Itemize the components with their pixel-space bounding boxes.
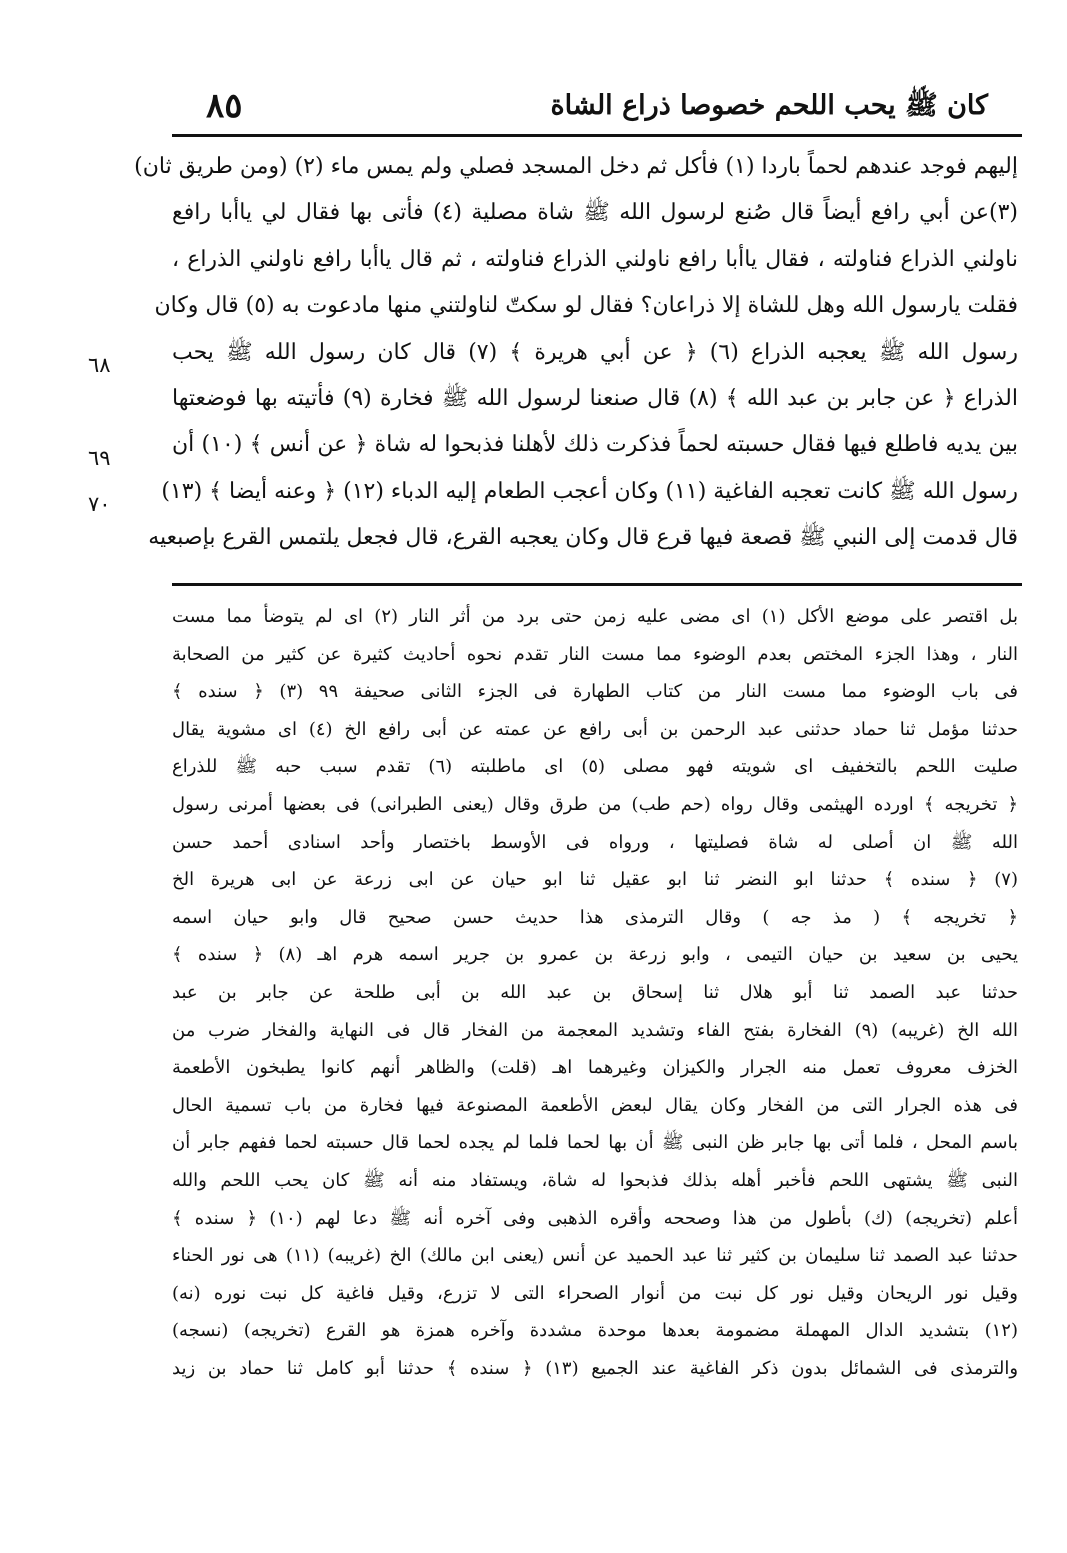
footnote-line: (٧) ﴿ سنده ﴾ حدثنا ابو النضر ثنا ابو عقيل ثنا ابو حيان عن ابى زرعة عن ابى هريرة الخ <box>172 869 1018 891</box>
main-text-line: ناولني الذراع فناولته ، فقال ياأبا رافع ناولني الذراع فناولته ، ثم قال ياأبا رافع ناولني الذراع ، <box>172 246 1018 272</box>
footnotes-divider <box>172 583 1022 586</box>
main-text-line: فقلت يارسول الله وهل للشاة إلا ذراعان؟ فقال لو سكتّ لناولتني منها مادعوت به (٥) قال وكان <box>154 293 1018 319</box>
footnote-line: وقيل نور الريحان وقيل نور كل نبت من أنوار الصحراء التى لا تزرع، وقيل فاغية كل نبت نوره (نه) <box>172 1282 1018 1304</box>
footnote-line: الله الخ (غريبه) (٩) الفخارة بفتح الفاء وتشديد المعجمة من الفخار قال فى النهاية والفخار ضرب من <box>172 1019 1018 1041</box>
footnote-line: والترمذى فى الشمائل بدون ذكر الفاغية عند الجميع (١٣) ﴿ سنده ﴾ حدثنا أبو كامل ثنا حماد بن زيد <box>172 1357 1019 1379</box>
main-text-line: إليهم فوجد عندهم لحماً باردا (١) فأكل ثم دخل المسجد فصلي ولم يمس ماء (٢) (ومن طريق ثان) <box>134 154 1018 179</box>
main-text-line: الذراع ﴿ عن جابر بن عبد الله ﴾ (٨) قال صنعنا لرسول الله ﷺ فخارة (٩) فأتيته بها فوضعتها <box>172 385 1018 411</box>
margin-number: ٦٨ <box>88 353 111 377</box>
footnote-line: فى باب الوضوء مما مست النار من كتاب الطهارة فى الجزء الثانى صحيفة ٩٩ (٣) ﴿ سنده ﴾ <box>172 681 1018 703</box>
margin-number: ٦٩ <box>88 446 111 470</box>
main-text <box>134 144 1018 562</box>
footnote-line: ﴿ تخريجه ﴾ ( مذ جه ) وقال الترمذى هذا حديث حسن صحيح قال وابو حيان اسمه <box>172 906 1018 928</box>
footnote-line: النار ، وهذا الجزء المختص بعدم الوضوء مما مست النار تقدم نحوه أحاديث كثيرة عن كثير من الصحابة <box>172 643 1018 665</box>
main-text-line: قال قدمت إلى النبي ﷺ قصعة فيها قرع قال وكان يعجبه القرع، قال فجعل يلتمس القرع بإصبعيه <box>148 525 1018 551</box>
footnote-line: حدثنا مؤمل ثنا حماد حدثنى عبد الرحمن بن أبى رافع عن عمته عن أبى رافع الخ (٤) اى مشوية يقال <box>172 718 1018 740</box>
header-rule <box>172 134 1022 137</box>
main-text-line: بين يديه فاطلع فيها فقال حسبته لحماً فذكرت ذلك لأهلنا فذبحوا له شاة ﴿ عن أنس ﴾ (١٠) أن <box>172 432 1018 458</box>
main-text-line: رسول الله ﷺ كانت تعجبه الفاغية (١١) وكان أعجب الطعام إليه الدباء (١٢) ﴿ وعنه أيضا ﴾ (١٣) <box>161 478 1018 504</box>
footnote-line: حدثنا عبد الصمد ثنا أبو هلال ثنا إسحاق بن عبد الله بن أبى طلحة عن جابر بن عبد <box>172 981 1018 1003</box>
footnote-line: صليت اللحم بالتخفيف اى شويته فهو مصلى (٥) اى ماطلبته (٦) تقدم سبب حبه ﷺ للذراع <box>172 756 1018 778</box>
page-header <box>178 80 1018 132</box>
running-title: كان ﷺ يحب اللحم خصوصا ذراع الشاة <box>550 90 988 121</box>
footnote-line: باسم المحل ، فلما أتى بها جابر ظن النبى ﷺ أن بها لحما فلما لم يجده لحما قال حسبته لحما ففهم جابر أن <box>172 1132 1018 1154</box>
footnote-line: يحيى بن سعيد بن حيان التيمى ، وابو زرعة بن عمرو بن جرير اسمه هرم اهـ (٨) ﴿ سنده ﴾ <box>172 944 1018 966</box>
main-text-line: رسول الله ﷺ يعجبه الذراع (٦) ﴿ عن أبي هريرة ﴾ (٧) قال كان رسول الله ﷺ يحب <box>172 339 1018 365</box>
footnote-line: بل اقتصر على موضع الأكل (١) اى مضى عليه زمن حتى برد من أثر النار (٢) اى لم يتوضأ مما مست <box>172 606 1019 627</box>
footnote-line: فى هذه الجرار التى من الفخار وكان يقال لبعض الأطعمة المصنوعة فيها فخارة من باب تسمية الحال <box>172 1094 1018 1116</box>
main-text-line: (٣)عن أبي رافع أيضاً قال صُنع لرسول الله ﷺ شاة مصلية (٤) فأتى بها فقال لي ياأبا رافع <box>172 200 1018 226</box>
footnote-line: ﴿ تخريجه ﴾ اورده الهيثمى وقال رواه (حم طب) من طرق وقال (يعنى الطبرانى) فى بعضها أمرنى رسول <box>172 793 1018 815</box>
footnote-line: أعلم (تخريجه) (ك) بأطول من هذا وصححه وأقره الذهبى وفى آخره أنه ﷺ دعا لهم (١٠) ﴿ سنده ﴾ <box>172 1207 1018 1229</box>
footnote-line: الخزف معروف تعمل منه الجرار والكيزان وغيرهما اهـ (قلت) والظاهر أنهم كانوا يطبخون الأطعمة <box>172 1057 1018 1079</box>
margin-number: ٧٠ <box>88 492 111 516</box>
page-number: ٨٥ <box>206 86 243 126</box>
footnotes <box>172 598 1018 1387</box>
footnote-line: الله ﷺ ان أصلى له شاة فصليتها ، ورواه فى الأوسط باختصار وأحد اسنادى أحمد حسن <box>172 831 1018 853</box>
footnote-line: (١٢) بتشديد الدال المهملة مضمومة بعدها موحدة مشددة وآخره همزة هو القرع (تخريجه) (نسجه) <box>172 1320 1018 1342</box>
footnote-line: حدثنا عبد الصمد ثنا سليمان بن كثير ثنا عبد الحميد عن أنس (يعنى ابن مالك) الخ (غريبه) (١١) هى نور الحناء <box>172 1245 1018 1267</box>
footnote-line: النبى ﷺ يشتهى اللحم فأخبر أهله بذلك فذبحوا له شاة، ويستفاد منه أنه ﷺ كان يحب اللحم والله <box>172 1169 1018 1191</box>
